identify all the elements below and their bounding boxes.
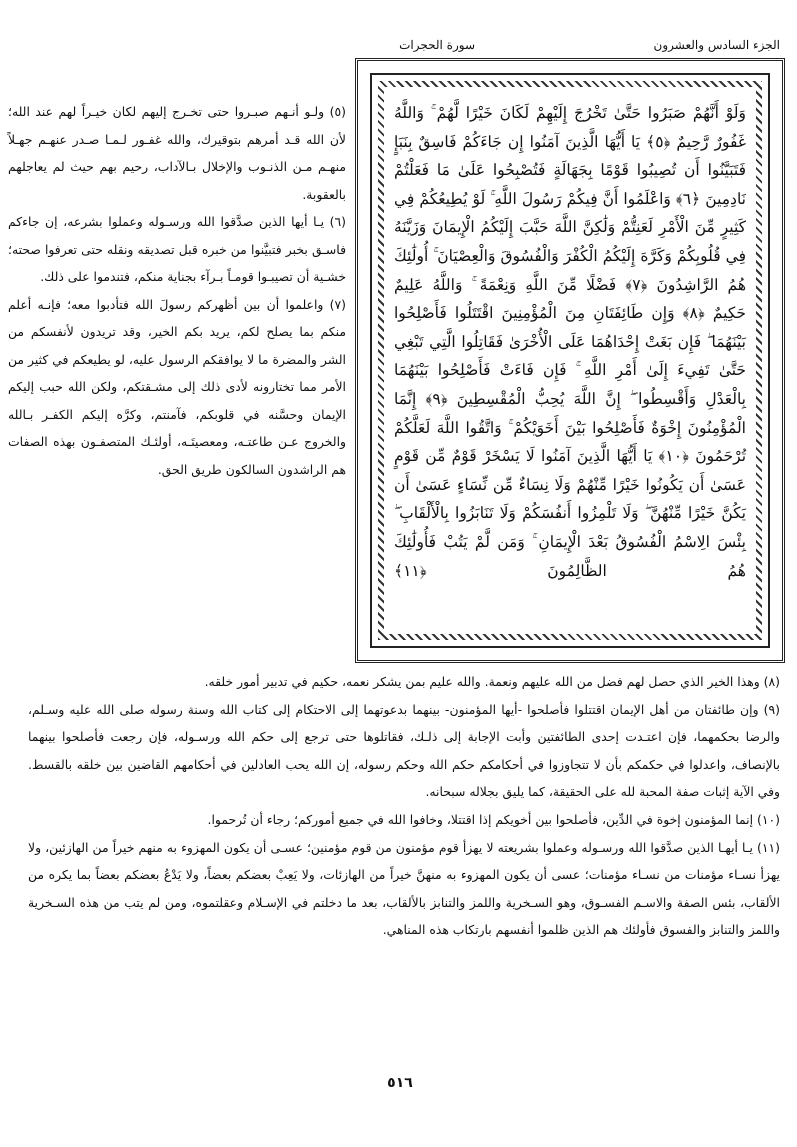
tafsir-side-column: [8, 98, 346, 483]
ornamental-border: [372, 75, 768, 646]
surah-title: سورة الحجرات: [399, 38, 475, 52]
tafsir-verse-9: (٩) وإن طائفتان من أهل الإيمان اقتتلوا فأصلحوا -أيها المؤمنون- بينهما بدعوتهما إلى الاحتكام إلى كتاب الله وسنة رسوله صلى الله عليه وسـلم، والرضا بحكمهما، فإن اعتـدت إحدى الطائفتين وأبت الإجابة إلى ذلـك، فقاتلوها حتى ترجع إلى حكم الله ورسـوله، فإن رجعت فأصلحوا بينهما بالإنصاف، واعدلوا في حكمكم بأن لا تتجاوزوا في أحكامكم حكم الله وحكم رسوله، إن الله يحب العادلين في أحكامهم القاضين بين خلقه بالقسط. وفي الآية إثبات صفة المحبة لله على الحقيقة، كما يليق بجلاله سبحانه.: [28, 701, 780, 800]
tafsir-verse-8: (٨) وهذا الخير الذي حصل لهم فضل من الله عليهم ونعمة. والله عليم بمن يشكر نعمه، حكيم في تدبير أمور خلقه.: [204, 674, 780, 689]
quran-text: وَلَوْ أَنَّهُمْ صَبَرُوا حَتَّىٰ تَخْرُجَ إِلَيْهِمْ لَكَانَ خَيْرًا لَّهُمْ ۚ وَاللَّهُ غَفُورٌ رَّحِيمٌ ﴿٥﴾ يَا أَيُّهَا الَّذِينَ آمَنُوا إِن جَاءَكُمْ فَاسِقٌ بِنَبَإٍ فَتَبَيَّنُوا أَن تُصِيبُوا قَوْمًا بِجَهَالَةٍ فَتُصْبِحُوا عَلَىٰ مَا فَعَلْتُمْ نَادِمِينَ ﴿٦﴾ وَاعْلَمُوا أَنَّ فِيكُمْ رَسُولَ اللَّهِ ۚ لَوْ يُطِيعُكُمْ فِي كَثِيرٍ مِّنَ الْأَمْرِ لَعَنِتُّمْ وَلَٰكِنَّ اللَّهَ حَبَّبَ إِلَيْكُمُ الْإِيمَانَ وَزَيَّنَهُ فِي قُلُوبِكُمْ وَكَرَّهَ إِلَيْكُمُ الْكُفْرَ وَالْفُسُوقَ وَالْعِصْيَانَ ۚ أُولَٰئِكَ هُمُ الرَّاشِدُونَ ﴿٧﴾ فَضْلًا مِّنَ اللَّهِ وَنِعْمَةً ۚ وَاللَّهُ عَلِيمٌ حَكِيمٌ ﴿٨﴾ وَإِن طَائِفَتَانِ مِنَ الْمُؤْمِنِينَ اقْتَتَلُوا فَأَصْلِحُوا بَيْنَهُمَا ۖ فَإِن بَغَتْ إِحْدَاهُمَا عَلَى الْأُخْرَىٰ فَقَاتِلُوا الَّتِي تَبْغِي حَتَّىٰ تَفِيءَ إِلَىٰ أَمْرِ اللَّهِ ۚ فَإِن فَاءَتْ فَأَصْلِحُوا بَيْنَهُمَا بِالْعَدْلِ وَأَقْسِطُوا ۖ إِنَّ اللَّهَ يُحِبُّ الْمُقْسِطِينَ ﴿٩﴾ إِنَّمَا الْمُؤْمِنُونَ إِخْوَةٌ فَأَصْلِحُوا بَيْنَ أَخَوَيْكُمْ ۚ وَاتَّقُوا اللَّهَ لَعَلَّكُمْ تُرْحَمُونَ ﴿١٠﴾ يَا أَيُّهَا الَّذِينَ آمَنُوا لَا يَسْخَرْ قَوْمٌ مِّن قَوْمٍ عَسَىٰ أَن يَكُونُوا خَيْرًا مِّنْهُمْ وَلَا نِسَاءٌ مِّن نِّسَاءٍ عَسَىٰ أَن يَكُنَّ خَيْرًا مِّنْهُنَّ ۖ وَلَا تَلْمِزُوا أَنفُسَكُمْ وَلَا تَنَابَزُوا بِالْأَلْقَابِ ۖ بِئْسَ الِاسْمُ الْفُسُوقُ بَعْدَ الْإِيمَانِ ۚ وَمَن لَّمْ يَتُبْ فَأُولَٰئِكَ هُمُ الظَّالِمُونَ ﴿١١﴾: [384, 87, 756, 634]
tafsir-verse-11: (١١) يـا أيهـا الذين صدَّقوا الله ورسـوله وعملوا بشريعته لا يهزأ قوم مؤمنون من قوم مؤمنين؛ عسـى أن يكون المهزوء به منهم خيراً من الهازئين، ولا يهزأ نسـاء مؤمنات من نسـاء مؤمنات؛ عسى أن يكون المهزوء به منهنَّ خيراً من الهازئات، ولا يَعِبْ بعضكم بعضاً، ولا يَدْعُ بعضكم بعضاً بما يكره من الألقاب، بئس الصفة والاسـم الفسـوق، وهو السـخرية واللمز والتنابز بالألقاب، بعد ما دخلتم في الإسـلام وعقلتموه، ومن لم يتب من هذه السـخرية واللمز والتنابز والفسوق فأولئك هم الذين ظلموا أنفسهم بارتكاب هذه المناهي.: [28, 839, 780, 938]
juz-title: الجزء السادس والعشرون: [653, 38, 780, 52]
tafsir-verse-6: (٦) يـا أيها الذين صدَّقوا الله ورسـوله وعملوا بشرعه، إن جاءكم فاسـق بخبر فتبيَّنوا من خبره قبل تصديقه ونقله حتى تعرفوا صحته؛ خشـية أن تصيبـوا قومـاً بـرآء بجناية منكم، فتندموا على ذلك.: [8, 214, 346, 284]
quran-frame: [355, 58, 785, 663]
tafsir-bottom-column: [28, 668, 780, 944]
page-number: ٥١٦: [387, 1075, 413, 1091]
tafsir-verse-10: (١٠) إنما المؤمنون إخوة في الدِّين، فأصلحوا بين أخويكم إذا اقتتلا، وخافوا الله في جميع أموركم؛ رجاء أن تُرحموا.: [207, 811, 780, 827]
tafsir-verse-7: (٧) واعلموا أن بين أظهركم رسولَ الله فتأدبوا معه؛ فإنـه أعلم منكم بما يصلح لكم، يريد بكم الخير، وقد تريدون لأنفسكم من الشر والمضرة ما لا يوافقكم الرسول عليه، لو يطيعكم في كثير من الأمر مما تختارونه لأدى ذلك إلى مشـقتكم، ولكن الله حبب إليكم الإيمان وحسَّنه في قلوبكم، فآمنتم، وكرَّه إليكم الكفـر بـالله والخروج عـن طاعتـه، ومعصيتَـه، أولئـك المتصفـون بهذه الصفات هم الراشدون السالكون طريق الحق.: [8, 296, 346, 477]
tafsir-verse-5: (٥) ولـو أنـهم صبـروا حتى تخـرج إليهم لكان خيـراً لهم عند الله؛ لأن الله قـد أمرهم بتوقيرك، والله غفـور لـمـا صـدر عنهـم جهـلاً منهـم مـن الذنـوب والإخلال بـالآداب، رحيم بهم حيث لم يعاجلهم بالعقوبة.: [8, 104, 346, 202]
